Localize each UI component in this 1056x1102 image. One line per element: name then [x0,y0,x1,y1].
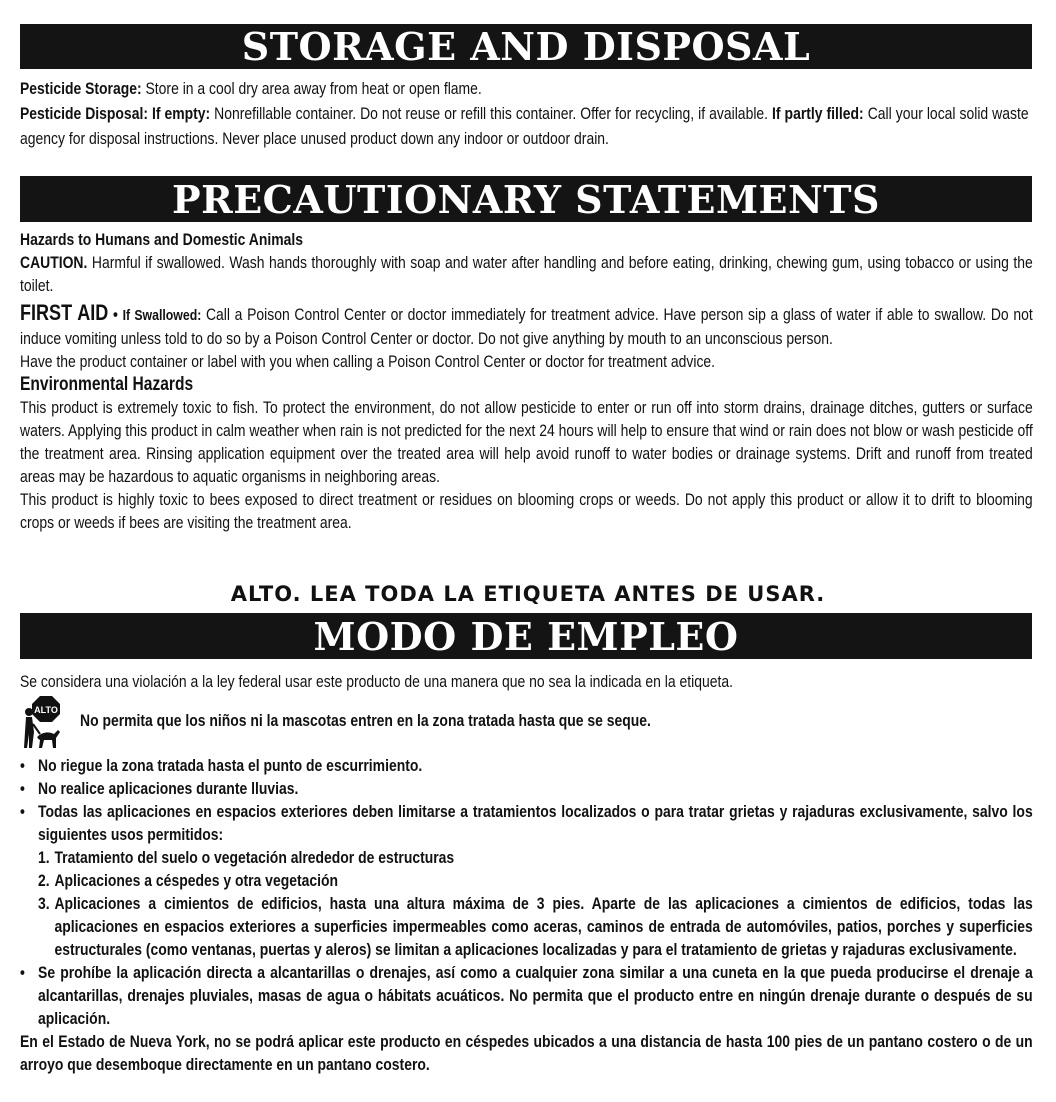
first-aid-bullet: • [108,305,123,324]
pesticide-storage-text: Store in a cool dry area away from heat or open flame. [141,79,482,98]
numbered-list [38,846,1033,961]
numbered-index: 2. [38,871,50,890]
bullet-text: No riegue la zona tratada hasta el punto de escurrimiento. [38,756,423,775]
numbered-item [38,846,1033,869]
modo-empleo-title: MODO DE EMPLEO [313,614,739,659]
container-advice-text: Have the product container or label with you when calling a Poison Control Center or doctor for treatment advice. [20,352,716,371]
pesticide-disposal-line [20,101,1029,151]
first-aid-label: FIRST AID [20,300,109,325]
list-item [20,800,1033,961]
pesticide-storage-label: Pesticide Storage: [20,79,142,98]
environmental-text-bees: This product is highly toxic to bees exposed to direct treatment or residues on blooming crops or weeds. Do not apply this product or allow it to drift to blooming crops or weeds if bees are visiting the treatment area. [20,490,1033,532]
stop-warning-text: No permita que los niños ni la mascotas entren en la zona tratada hasta que se seque. [80,711,651,730]
alto-icon-label: ALTO [34,705,58,715]
bullet-dot: • [20,963,25,982]
numbered-text: Aplicaciones a cimientos de edificios, hasta una altura máxima de 3 pies. Aparte de las aplicaciones a cimientos de edificios, todas las aplicaciones en espacios exteriores a superficies impermeables como aceras, caminos de entrada de automóviles, patios, porches y superficies estructurales (como ventanas, puertas y aleros) se limitan a aplicaciones localizadas y para el tratamiento de grietas y rajaduras exclusivamente. [54,894,1033,959]
if-swallowed-label: If Swallowed: [122,307,202,324]
numbered-index: 3. [38,894,50,913]
bullet-list [20,754,1033,1030]
pesticide-disposal-label: Pesticide Disposal: If empty: [20,104,211,123]
precautionary-body [20,228,1033,534]
new-york-restriction-text: En el Estado de Nueva York, no se podrá aplicar este producto en céspedes ubicados a una distancia de hasta 100 pies de un pantano costero o de un arroyo que desemboque directamente en un pantano costero. [20,1032,1033,1074]
storage-disposal-title: STORAGE AND DISPOSAL [241,24,811,69]
numbered-index: 1. [38,848,50,867]
numbered-item [38,869,1033,892]
partly-filled-label: If partly filled: [772,104,864,123]
caution-paragraph [20,251,1033,297]
storage-disposal-header [20,24,1032,69]
environmental-text-fish: This product is extremely toxic to fish. To protect the environment, do not allow pesticide to enter or run off into storm drains, drainage ditches, gutters or surface waters. Applying this product in calm weather when rain is not predicted for the next 24 hours will help to ensure that wind or rain does not blow or wash pesticide off the treatment area. Rinsing application equipment over the treated area will help avoid runoff to water bodies or drainage systems. Drift and runoff from treated areas may be hazardous to aquatic organisms in neighboring areas. [20,398,1033,486]
caution-label: CAUTION. [20,253,88,272]
bullet-dot: • [20,756,25,775]
caution-text: Harmful if swallowed. Wash hands thoroughly with soap and water after handling and before eating, drinking, chewing gum, using tobacco or using the toilet. [20,253,1033,295]
alto-warning-line: ALTO. LEA TODA LA ETIQUETA ANTES DE USAR. [230,582,826,606]
alto-stop-person-dog-icon [20,694,76,750]
list-item [20,754,1033,777]
pesticide-storage-line [20,76,1029,101]
list-item [20,777,1033,800]
modo-intro-text: Se considera una violación a la ley federal usar este producto de una manera que no sea la indicada en la etiqueta. [20,672,733,691]
if-swallowed-text: Call a Poison Control Center or doctor immediately for treatment advice. Have person sip a glass of water if able to swallow. Do not induce vomiting unless told to do so by a Poison Control Center or doctor. Do not give anything by mouth to an unconscious person. [20,305,1033,348]
list-item [20,961,1033,1030]
partly-filled-text: Call your local solid waste agency for disposal instructions. Never place unused product down any indoor or outdoor drain. [20,104,1029,148]
precautionary-header [20,176,1032,222]
bullet-text: Todas las aplicaciones en espacios exteriores deben limitarse a tratamientos localizados o para tratar grietas y rajaduras exclusivamente, salvo los siguientes usos permitidos: [38,802,1033,844]
pesticide-disposal-text: Nonrefillable container. Do not reuse or refill this container. Offer for recycling, if available. [210,104,773,123]
numbered-text: Aplicaciones a céspedes y otra vegetación [54,871,339,890]
bullet-text: Se prohíbe la aplicación directa a alcantarillas o drenajes, así como a cualquier zona similar a una cuneta en la que pueda producirse el drenaje a alcantarillas, drenajes pluviales, masas de agua o hábitats acuáticos. No permita que el producto entre en ningún drenaje durante o después de su aplicación. [38,963,1033,1028]
first-aid-paragraph [20,301,1033,350]
environmental-hazards-heading: Environmental Hazards [20,374,194,395]
modo-instructions [20,754,1033,1076]
numbered-item [38,892,1033,961]
storage-disposal-body [20,76,1029,151]
precautionary-title: PRECAUTIONARY STATEMENTS [172,177,880,222]
bullet-dot: • [20,779,25,798]
numbered-text: Tratamiento del suelo o vegetación alrededor de estructuras [54,848,455,867]
bullet-text: No realice aplicaciones durante lluvias. [38,779,299,798]
modo-empleo-header [20,613,1032,659]
hazards-heading: Hazards to Humans and Domestic Animals [20,230,304,249]
bullet-dot: • [20,802,25,821]
